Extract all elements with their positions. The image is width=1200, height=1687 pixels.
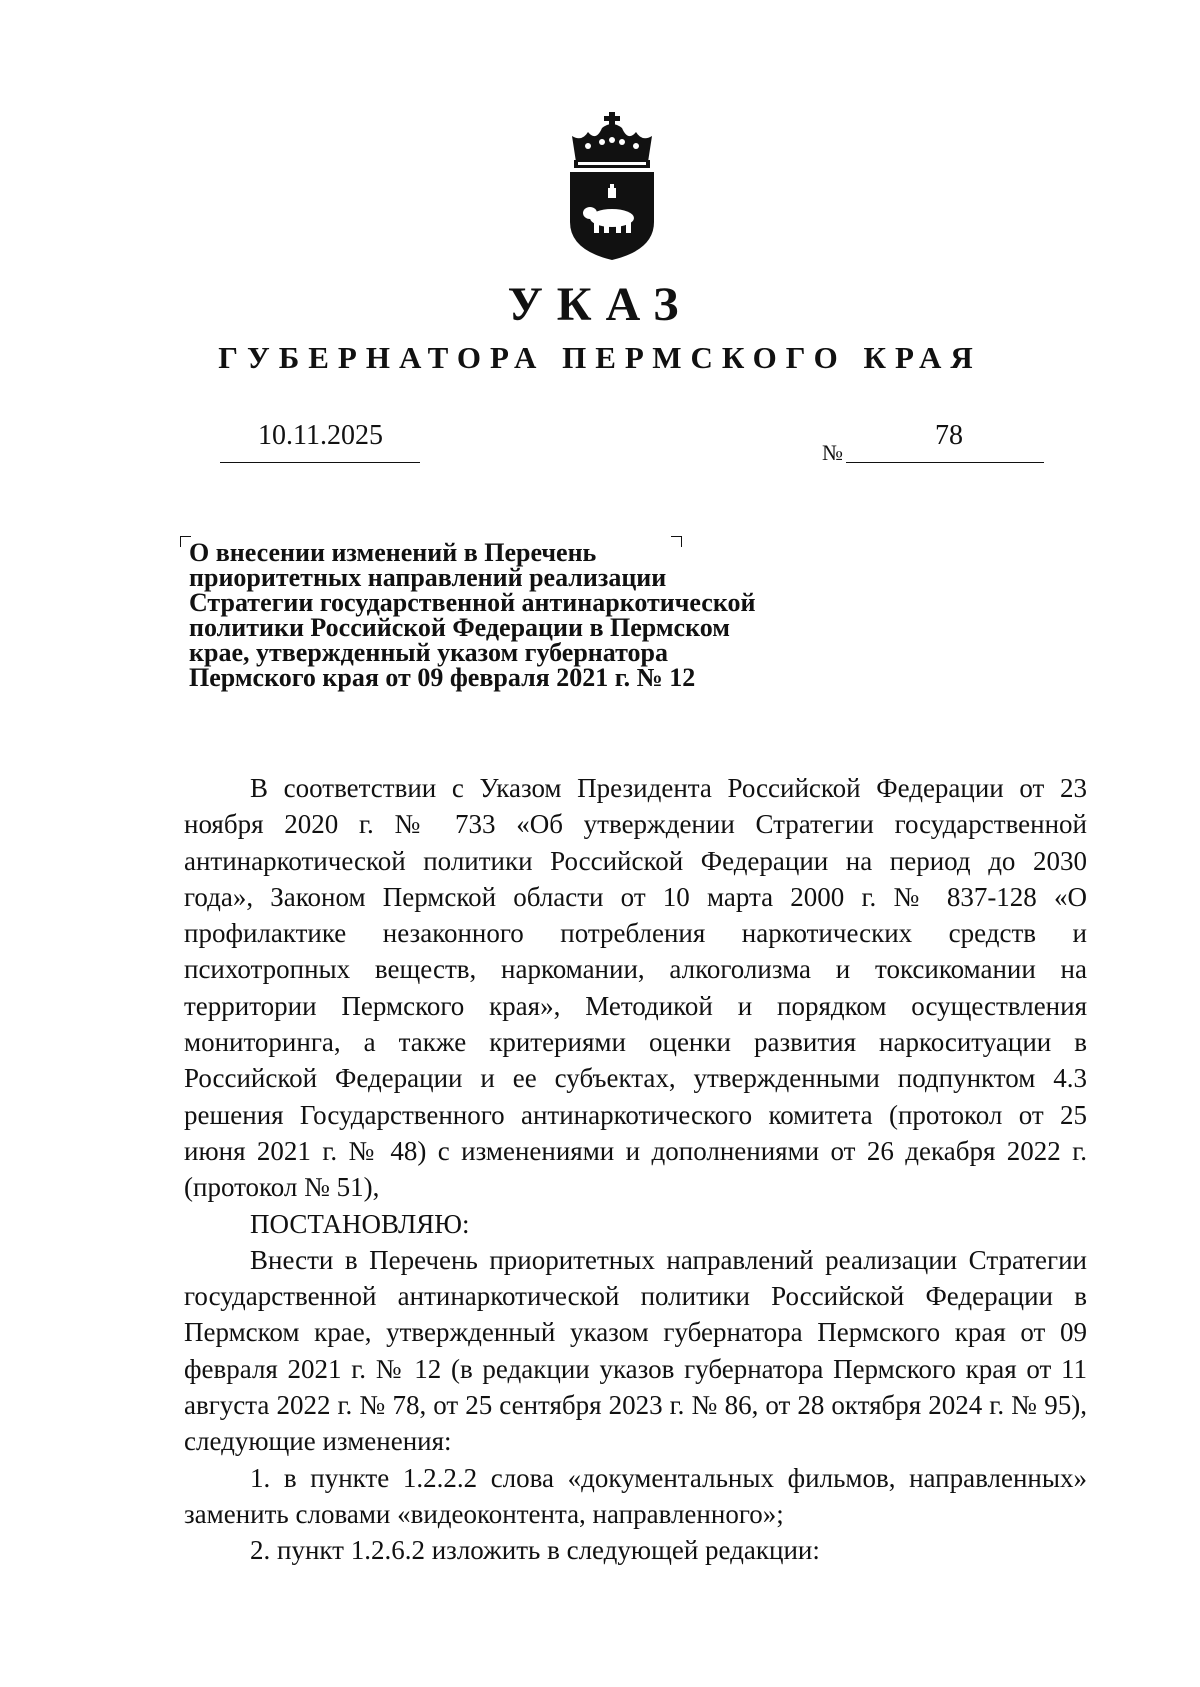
- heading-line: политики Российской Федерации в Пермском: [189, 613, 730, 642]
- item-2: 2. пункт 1.2.6.2 изложить в следующей редакции:: [250, 1535, 820, 1566]
- number-underline: [846, 462, 1044, 463]
- decree-date: 10.11.2025: [258, 420, 383, 451]
- document-title: УКАЗ: [507, 278, 693, 331]
- heading-line: О внесении изменений в Перечень: [189, 538, 597, 567]
- heading-line: крае, утвержденный указом губернатора: [189, 638, 668, 667]
- item-1: 1. в пункте 1.2.2.2 слова «документальных фильмов, направленных» заменить словами «видеоконтента, направленного»;: [184, 1462, 1087, 1529]
- decree-word: ПОСТАНОВЛЯЮ:: [250, 1208, 470, 1239]
- decree-number: 78: [935, 420, 963, 451]
- decree-heading: [189, 540, 849, 690]
- document-subtitle: ГУБЕРНАТОРА ПЕРМСКОГО КРАЯ: [218, 340, 982, 375]
- date-underline: [220, 462, 420, 463]
- main-paragraph: Внести в Перечень приоритетных направлений реализации Стратегии государственной антинаркотической политики Российской Федерации в Пермском крае, утвержденный указом губернатора Пермского края от 09 февраля 2021 г. № 12 (в редакции указов губернатора Пермского края от 11 августа 2022 г. № 78, от 25 сентября 2023 г. № 86, от 28 октября 2024 г. № 95), следующие изменения:: [184, 1244, 1087, 1457]
- coat-of-arms-emblem: [566, 112, 658, 262]
- heading-line: Пермского края от 09 февраля 2021 г. № 12: [189, 663, 696, 692]
- heading-line: Стратегии государственной антинаркотической: [189, 588, 756, 617]
- decree-body: [184, 770, 1087, 1569]
- preamble-paragraph: В соответствии с Указом Президента Российской Федерации от 23 ноября 2020 г. № 733 «Об утверждении Стратегии государственной антинаркотической политики Российской Федерации на период до 2030 года», Законом Пермской области от 10 марта 2000 г. № 837-128 «О профилактике незаконного потребления наркотических средств и психотропных веществ, наркомании, алкоголизма и токсикомании на территории Пермского края», Методикой и порядком осуществления мониторинга, а также критериями оценки развития наркоситуации в Российской Федерации и ее субъектах, утвержденными подпунктом 4.3 решения Государственного антинаркотического комитета (протокол от 25 июня 2021 г. № 48) с изменениями и дополнениями от 26 декабря 2022 г. (протокол № 51),: [184, 773, 1087, 1203]
- number-sign: №: [822, 440, 843, 465]
- heading-line: приоритетных направлений реализации: [189, 563, 667, 592]
